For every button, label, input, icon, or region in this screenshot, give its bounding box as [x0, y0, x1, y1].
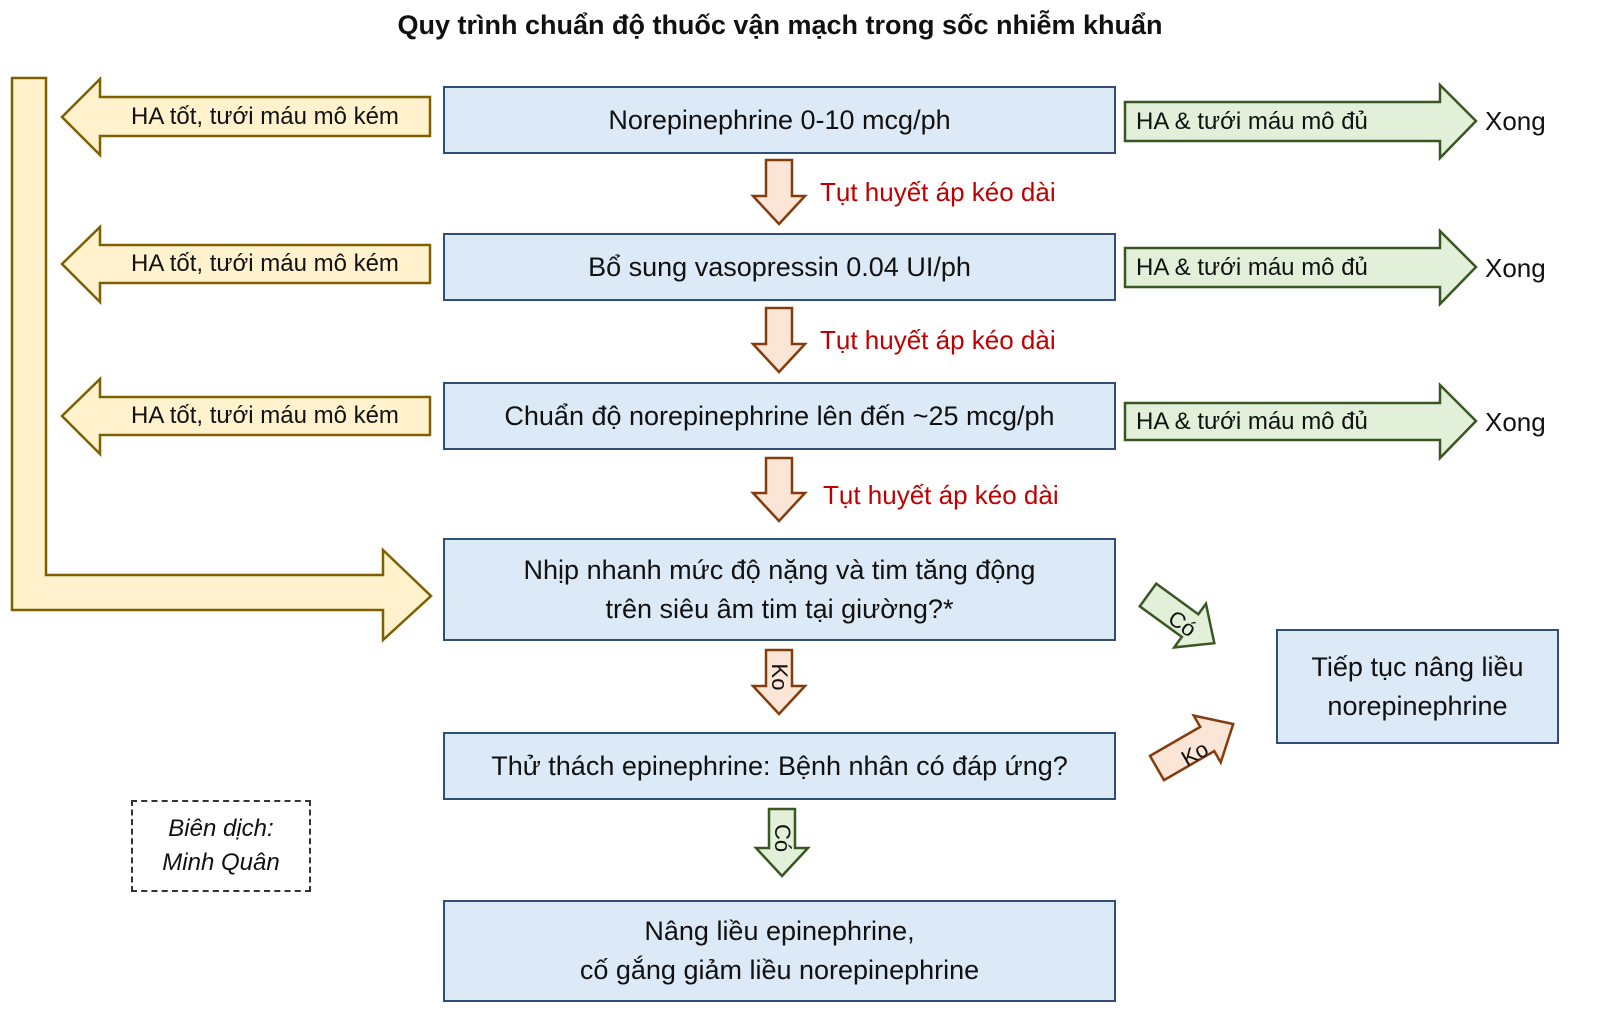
step-6-text-line-2: cố gắng giảm liều norepinephrine: [579, 955, 980, 985]
diagram-title: Quy trình chuẩn độ thuốc vận mạch trong sốc nhiễm khuẩn: [397, 10, 1163, 40]
transition-label-1: Tụt huyết áp kéo dài: [820, 176, 1056, 207]
translator-credit: [131, 800, 311, 892]
translator-line-2: Minh Quân: [162, 849, 280, 876]
step-1-box: [443, 86, 1116, 154]
no-label-vertical: Ko: [767, 663, 792, 691]
no-label-diagonal: Ko: [1176, 736, 1213, 772]
down-arrow-2: [753, 308, 805, 372]
step-3-box: [443, 382, 1116, 450]
transition-label-2: Tụt huyết áp kéo dài: [820, 324, 1056, 355]
right-label-1: HA & tưới máu mô đủ: [1136, 107, 1368, 135]
translator-line-1: Biên dịch:: [168, 815, 274, 842]
step-4-text-line-1: Nhịp nhanh mức độ nặng và tim tăng động: [523, 554, 1036, 585]
right-label-2: HA & tưới máu mô đủ: [1136, 253, 1368, 281]
left-label-1: HA tốt, tưới máu mô kém: [131, 102, 399, 130]
continue-text-line-1: Tiếp tục nâng liều: [1311, 651, 1524, 682]
yes-label-diagonal: Có: [1163, 605, 1202, 642]
done-label-2: Xong: [1485, 253, 1546, 283]
step-4-text-line-2: trên siêu âm tim tại giường?*: [605, 593, 954, 624]
step-5-box: [443, 732, 1116, 800]
down-arrow-3: [753, 458, 805, 521]
step-6-box: [443, 900, 1116, 1002]
done-label-1: Xong: [1485, 106, 1546, 136]
left-label-2: HA tốt, tưới máu mô kém: [131, 250, 399, 277]
right-label-3: HA & tưới máu mô đủ: [1136, 407, 1368, 435]
transition-label-3: Tụt huyết áp kéo dài: [823, 479, 1059, 510]
done-label-3: Xong: [1485, 407, 1546, 437]
l-shaped-return-arrow: [12, 78, 431, 640]
step-5-text: Thử thách epinephrine: Bệnh nhân có đáp ứng?: [491, 750, 1068, 781]
step-3-text: Chuẩn độ norepinephrine lên đến ~25 mcg/ph: [504, 400, 1055, 431]
step-2-text: Bổ sung vasopressin 0.04 UI/ph: [588, 251, 971, 282]
left-label-3: HA tốt, tưới máu mô kém: [131, 402, 399, 429]
step-4-box: [443, 538, 1116, 641]
yes-label-vertical: Có: [770, 823, 795, 853]
step-1-text: Norepinephrine 0-10 mcg/ph: [608, 104, 951, 135]
continue-norepinephrine-box: [1276, 629, 1559, 744]
step-6-text-line-1: Nâng liều epinephrine,: [644, 916, 915, 946]
down-arrow-1: [753, 160, 805, 224]
continue-text-line-2: norepinephrine: [1327, 690, 1508, 721]
step-2-box: [443, 233, 1116, 301]
